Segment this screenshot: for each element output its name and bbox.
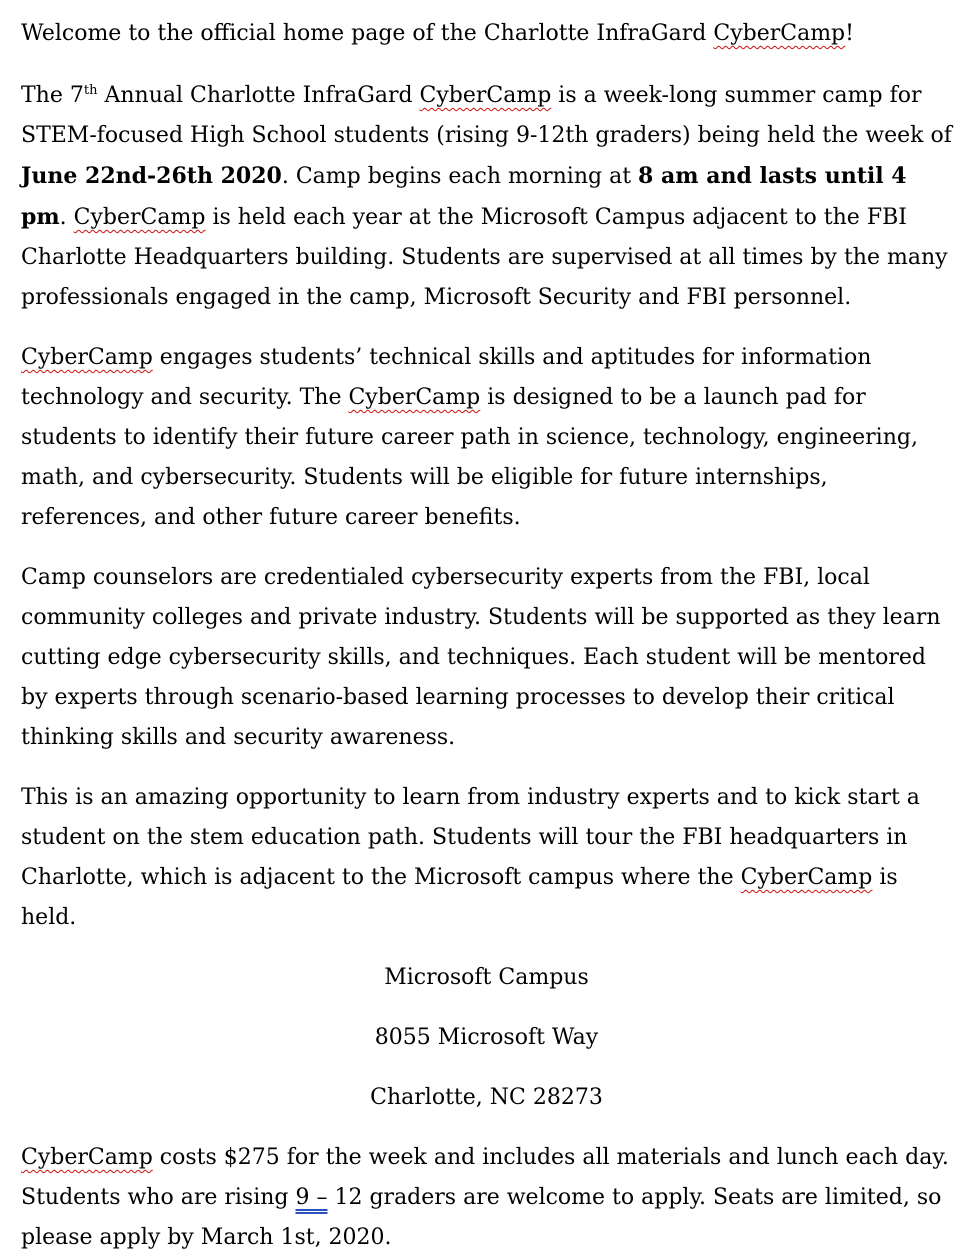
opportunity-text: This is an amazing opportunity to learn from industry experts and to kick start a student on the stem education path. Students will tour the FBI headquarters in Charlotte, which is adjacent to the Microsoft campus where the bbox=[21, 785, 920, 890]
cybercamp-name: CyberCamp bbox=[21, 1145, 153, 1170]
overview-text: The 7 bbox=[21, 83, 84, 108]
ordinal-suffix: th bbox=[83, 83, 98, 98]
cybercamp-name: CyberCamp bbox=[713, 21, 846, 46]
cybercamp-name: CyberCamp bbox=[73, 205, 206, 230]
camp-dates: June 22nd-26th 2020 bbox=[21, 163, 282, 189]
address-line-street: 8055 Microsoft Way bbox=[374, 1025, 599, 1050]
welcome-punct: ! bbox=[845, 21, 854, 46]
overview-text: is held each year at the Microsoft Campus adjacent to the FBI Charlotte Headquarters building. Students are supervised at all times by the many professionals engaged in the camp, Microsoft Security and FBI personnel. bbox=[21, 205, 948, 310]
cost-text: 12 graders are welcome to apply. Seats are limited, so please apply by March 1st, 2020. bbox=[21, 1185, 942, 1250]
overview-text: . bbox=[59, 205, 74, 230]
cost-paragraph bbox=[21, 1138, 952, 1258]
overview-text: . Camp begins each morning at bbox=[281, 164, 639, 189]
skills-text: is designed to be a launch pad for students to identify their future career path in science, technology, engineering, math, and cybersecurity. Students will be eligible for future internships, references, and other future career benefits. bbox=[21, 385, 918, 530]
cybercamp-name: CyberCamp bbox=[740, 865, 873, 890]
cost-text: costs $275 for the week and includes all materials and lunch each day. Students who are rising bbox=[21, 1145, 949, 1210]
cybercamp-name: CyberCamp bbox=[419, 83, 552, 108]
camp-overview-paragraph bbox=[21, 76, 952, 318]
opportunity-paragraph bbox=[21, 778, 952, 938]
skills-paragraph bbox=[21, 338, 952, 538]
welcome-paragraph bbox=[21, 18, 952, 50]
address-line-campus: Microsoft Campus bbox=[384, 965, 589, 990]
overview-text: Annual Charlotte InfraGard bbox=[97, 83, 420, 108]
cybercamp-name: CyberCamp bbox=[348, 385, 481, 410]
overview-text: is a week-long summer camp for STEM-focused High School students (rising 9-12th graders) being held the week of bbox=[21, 83, 952, 148]
cybercamp-name: CyberCamp bbox=[21, 345, 153, 370]
counselors-paragraph: Camp counselors are credentialed cybersecurity experts from the FBI, local community colleges and private industry. Students will be supported as they learn cutting edge cybersecurity skills, and techniques. Each student will be mentored by experts through scenario-based learning processes to develop their critical thinking skills and security awareness. bbox=[21, 565, 941, 750]
address-line-city: Charlotte, NC 28273 bbox=[370, 1085, 603, 1110]
grade-range: 9 – bbox=[295, 1185, 328, 1210]
camp-hours: 8 am and lasts until 4 pm bbox=[21, 163, 907, 230]
opportunity-text: is held. bbox=[21, 865, 898, 930]
skills-text: engages students’ technical skills and aptitudes for information technology and security. The bbox=[21, 345, 872, 410]
welcome-text: Welcome to the official home page of the Charlotte InfraGard bbox=[21, 21, 714, 46]
